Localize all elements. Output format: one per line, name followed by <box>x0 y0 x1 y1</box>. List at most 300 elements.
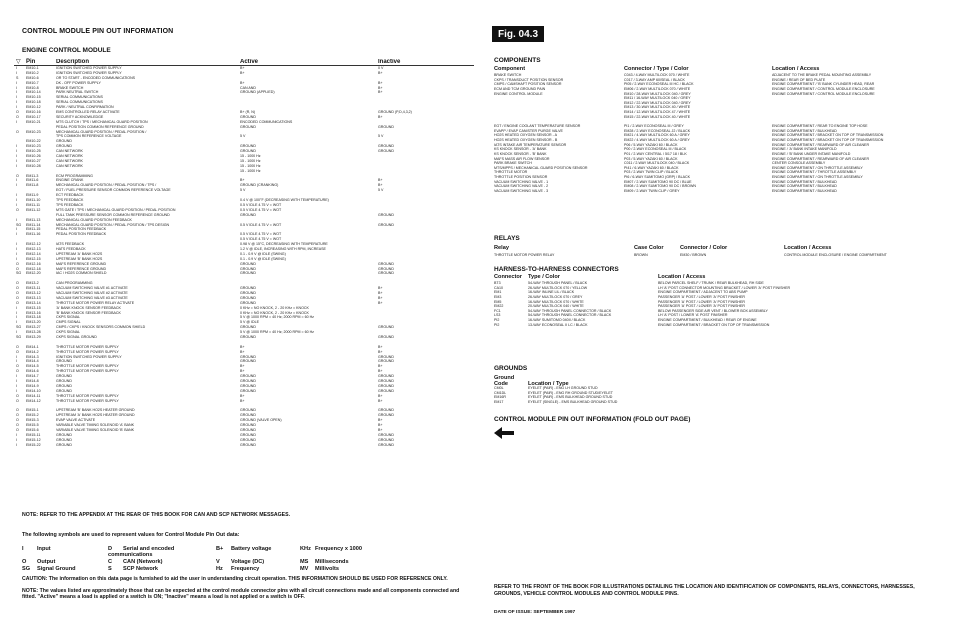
pin-description: IGNITION SWITCHED POWER SUPPLY <box>56 70 122 75</box>
pin-direction: I <box>16 105 17 110</box>
pin-direction: I <box>16 193 17 198</box>
pin-active-value: 5 V @ 1000 RPM = 40 Hz; 2000 RPM = 60 Hz <box>240 330 314 335</box>
pin-inactive-value: GROUND <box>378 354 394 359</box>
pin-direction: I <box>16 374 17 379</box>
pin-id: EM14-5 <box>26 364 39 369</box>
component-connector: P03 / 2-WAY TWIN CLIP / BLACK <box>624 170 679 175</box>
pin-inactive-value: GROUND <box>378 388 394 393</box>
pin-inactive-value: GROUND <box>378 374 394 379</box>
component-connector: EM11 / 16-WAY MULTILOCK 040 / GREY <box>624 96 691 101</box>
pin-direction: I <box>16 154 17 159</box>
legend-item <box>300 566 380 572</box>
harness-connector: EM5 <box>494 299 502 304</box>
pin-active-value: GROUND <box>240 334 256 339</box>
pin-description: SERIAL COMMUNICATIONS <box>56 95 103 100</box>
harness-location: PASSENGER 'A' POST / LOWER 'A' POST FINISHER <box>658 304 746 309</box>
pin-description: GROUND <box>56 442 72 447</box>
component-connector: P00 / 2-WAY ECONOSEAL III / BLACK <box>624 147 687 152</box>
pin-description: BRAKE SWITCH <box>56 85 84 90</box>
pin-active-value: GROUND <box>240 124 256 129</box>
harness-title: HARNESS-TO-HARNESS CONNECTORS <box>494 266 619 273</box>
harness-location: LH 'A' POST / LOWER 'A' POST FINISHER <box>658 313 728 318</box>
header-case-color: Case Color <box>634 245 664 251</box>
component-location: ENGINE COMPARTMENT / REARWARD OF AIR CLEANER <box>772 156 870 161</box>
pin-direction: I <box>16 437 17 442</box>
component-name: KS KNOCK SENSOR - 'A' BANK <box>494 147 547 152</box>
legend-symbol: C <box>108 559 113 565</box>
pin-active-value: GROUND <box>240 290 256 295</box>
pin-inactive-value: B+ <box>378 286 383 291</box>
pin-active-value: GROUND <box>240 114 256 119</box>
pin-description: MECHANICAL GUARD POSITION FEEDBACK <box>56 217 132 222</box>
pin-id: EM15-2 <box>26 413 39 418</box>
harness-location: ENGINE COMPARTMENT / BULKHEAD / REAR OF ENGINE <box>658 318 757 323</box>
grounds-table <box>494 386 934 405</box>
pin-id: EM10-2 <box>26 70 39 75</box>
pin-inactive-value: B+ <box>378 369 383 374</box>
pin-id: EM15-22 <box>26 442 41 447</box>
pin-id: EM10-8 <box>26 85 39 90</box>
pin-direction: I <box>16 379 17 383</box>
pin-inactive-value: GROUND <box>378 124 394 129</box>
pin-direction: SG <box>16 325 22 330</box>
components-header <box>494 66 934 72</box>
pin-direction: I <box>16 330 17 335</box>
pin-direction: O <box>16 129 19 134</box>
pin-active-value: GROUND <box>240 442 256 447</box>
pin-id: EM14-9 <box>26 383 39 388</box>
harness-type: 26-WAY MULTILOCK 070 / GREY <box>528 294 583 299</box>
component-name: PARK BRAKE SWITCH <box>494 161 532 166</box>
pin-inactive-value: B+ <box>378 398 383 403</box>
pin-inactive-value: B+ <box>378 418 383 423</box>
pin-direction: I <box>16 246 17 251</box>
pin-direction: I <box>16 163 17 168</box>
header-description: Description <box>56 59 90 65</box>
component-connector: P01 / 2-WAY CENTRAL / 5/17 18 / BLK <box>624 151 687 156</box>
relay-connector: EM30 / BROWN <box>680 253 707 257</box>
pin-direction: I <box>16 442 17 447</box>
harness-location: ENGINE COMPARTMENT / BRACKET ON TOP OF TRANSMISSION <box>658 322 770 327</box>
component-connector: EM28 / 2-WAY ECONOSEAL J2 / BLACK <box>624 128 691 133</box>
legend-meaning: SCP Network <box>123 566 159 572</box>
pin-id: EM13-18 <box>26 315 41 320</box>
pin-active-value: GROUND <box>240 437 256 442</box>
pin-description: VARIABLE VALVE TIMING SOLENOID 'A' BANK <box>56 423 134 428</box>
pin-inactive-value: GROUND <box>378 222 394 227</box>
pin-description: HATS FEEDBACK <box>56 246 86 251</box>
pin-id: EM13-20 <box>26 320 41 325</box>
pin-description: THROTTLE MOTOR POWER SUPPLY <box>56 364 119 369</box>
pin-description: PEDAL POSITION COMMON REFERENCE GROUND <box>56 124 144 129</box>
table-row <box>14 443 474 448</box>
list-item <box>494 323 934 328</box>
component-name: MAFS MASS AIR FLOW SENSOR <box>494 156 550 161</box>
pin-direction: O <box>16 423 19 428</box>
pin-active-value: GROUND <box>240 408 256 413</box>
pin-description: MAFS REFERENCE GROUND <box>56 261 107 266</box>
ground-code: EM17 <box>494 399 504 404</box>
pin-description: UPSTREAM 'B' BANK HO2S <box>56 256 103 261</box>
pin-active-value: 5 V @ IDLE <box>240 320 260 325</box>
pin-active-value: 15 - 1000 Hz <box>240 163 261 168</box>
pin-id: EM11-14 <box>26 222 41 227</box>
component-location: ENGINE / 'B' BANK UNDER INTAKE MANIFOLD <box>772 151 851 156</box>
pin-inactive-value: GROUND <box>378 149 394 154</box>
pin-direction: I <box>16 232 17 237</box>
pin-id: EM12-15 <box>26 256 41 261</box>
pin-direction: O <box>16 286 19 291</box>
pin-direction: O <box>16 413 19 418</box>
pin-description: THROTTLE MOTOR POWER SUPPLY <box>56 398 119 403</box>
pin-direction: I <box>16 305 17 310</box>
component-connector: PI41 / 6-WAY YAZAKI 60 / BLACK <box>624 165 679 170</box>
pin-inactive-value: B+ <box>378 114 383 119</box>
pin-active-value: GROUND <box>240 354 256 359</box>
harness-table <box>494 281 934 327</box>
pin-id: EM15-11 <box>26 432 41 437</box>
pin-description: THROTTLE MOTOR POWER SUPPLY <box>56 344 119 349</box>
pin-description: PEDAL POSITION FEEDBACK <box>56 227 107 232</box>
pin-id: EM10-17 <box>26 114 41 119</box>
pin-id: EM15-3 <box>26 418 39 423</box>
ground-location: EYELET (PAIR) - EMS BULKHEAD GROUND STUD <box>528 395 613 400</box>
pin-direction: O <box>16 364 19 369</box>
pin-direction: O <box>16 418 19 423</box>
pin-id: EM13-14 <box>26 300 41 305</box>
pin-direction: O <box>16 173 19 178</box>
component-location: ENGINE COMPARTMENT / CONTROL MODULE ENCLOSURE <box>772 86 875 91</box>
pin-id: EM10-6 <box>26 75 39 80</box>
relay-location: CONTROL MODULE ENCLOSURE / ENGINE COMPARTMENT <box>784 253 887 257</box>
legend-meaning: Output <box>37 559 56 565</box>
legend-symbol: Hz <box>216 566 223 572</box>
pin-active-value: 0.98 V @ 15°C, DECREASING WITH TEMPERATURE <box>240 242 328 247</box>
pin-description: THROTTLE MOTOR POWER RELAY ACTIVATE <box>56 300 135 305</box>
pin-id: EM14-1 <box>26 344 39 349</box>
header-component: Component <box>494 66 526 72</box>
pin-direction: O <box>16 295 19 300</box>
component-connector: EM21 / 4-WAY MULTILOCK 60 A / GREY <box>624 133 690 138</box>
pin-description: IGNITION SWITCHED POWER SUPPLY <box>56 354 122 359</box>
pin-id: EM10-27 <box>26 158 41 163</box>
section-title: ENGINE CONTROL MODULE <box>22 47 111 54</box>
legend-item <box>300 559 380 565</box>
pin-inactive-value: B+ <box>378 344 383 349</box>
refer-text: REFER TO THE FRONT OF THE BOOK FOR ILLUSTRATIONS DETAILING THE LOCATION AND IDENTIFICATION OF COMPONENTS, RELAYS, CONNECTORS, HARNESSES, GROUNDS, VEHICLE CONTROL MODULES AND CONTROL MODULE PINS. <box>494 584 915 597</box>
component-location: ENGINE COMPARTMENT / BULKHEAD <box>772 179 837 184</box>
pin-inactive-value: GROUND <box>378 413 394 418</box>
pin-direction: O <box>16 427 19 432</box>
legend-symbol: O <box>22 559 27 565</box>
pin-id: EM13-16 <box>26 310 41 315</box>
harness-location: PASSENGER 'A' POST / LOWER 'A' POST FINISHER <box>658 299 746 304</box>
pin-description: CKPS SIGNAL <box>56 330 80 335</box>
pin-direction: O <box>16 110 19 115</box>
pin-inactive-value: B+ <box>378 393 383 398</box>
pin-id: EM10-23 <box>26 129 41 134</box>
pin-description: PEDAL POSITION FEEDBACK <box>56 232 107 237</box>
pin-description: UPSTREAM 'A' BANK HO2S HEATER GROUND <box>56 413 135 418</box>
component-connector: EM13 / 30-WAY MULTILOCK 40 / WHITE <box>624 105 691 110</box>
pin-id: EM10-28 <box>26 163 41 168</box>
relays-table <box>494 253 934 258</box>
pin-direction: I <box>16 90 17 95</box>
component-location: ENGINE COMPARTMENT / THROTTLE ASSEMBLY <box>772 170 857 175</box>
legend-meaning: Serial and encoded communications <box>108 546 175 558</box>
components-title: COMPONENTS <box>494 57 541 64</box>
direction-symbol-icon: ▽ <box>16 59 21 65</box>
values-note: NOTE: The values listed are approximately those that can be expected at the control module connector pins with all circuit connections made and all components connected and fitted. "Active" means a load is applied or a switch is ON; "Inactive" means a load is not applied or a switch is OFF. <box>22 588 460 601</box>
pin-id: EM10-21 <box>26 119 41 124</box>
component-name: VACUUM SWITCHING VALVE - 1 <box>494 179 549 184</box>
pin-active-value: GROUND <box>240 413 256 418</box>
header-active: Active <box>240 59 259 65</box>
component-connector: EM08 / 2-WAY SUMITOMO 90 DC / BROWN <box>624 184 696 189</box>
symbols-intro: The following symbols are used to represent values for Control Module Pin Out data: <box>22 532 240 538</box>
pin-direction: O <box>16 349 19 354</box>
pin-inactive-value: B+ <box>378 85 383 90</box>
pin-id: EM11-8 <box>26 183 39 188</box>
pin-active-value: GROUND <box>240 149 256 154</box>
pin-direction: I <box>16 256 17 261</box>
pin-description: VARIABLE VALVE TIMING SOLENOID 'B' BANK <box>56 427 134 432</box>
relays-title: RELAYS <box>494 235 520 242</box>
component-name: KS KNOCK SENSOR - 'B' BANK <box>494 151 547 156</box>
pin-id: EM10-14 <box>26 90 41 95</box>
harness-type: 54-WAY THROUGH PANEL CONNECTOR / BLACK <box>528 313 612 318</box>
pin-id: EM13-13 <box>26 295 41 300</box>
pin-active-value: 0.1 - 0.9 V @ IDLE (SWING) <box>240 256 286 261</box>
pin-active-value: 0.5 V IDLE 4.75 V = WOT <box>240 207 282 212</box>
legend-symbol: I <box>22 546 24 552</box>
left-arrow-icon[interactable] <box>494 427 514 439</box>
pin-id: EM13-15 <box>26 305 41 310</box>
pin-description: THROTTLE MOTOR POWER SUPPLY <box>56 349 119 354</box>
pin-direction: I <box>16 149 17 154</box>
pin-direction: I <box>16 320 17 325</box>
pin-active-value: GROUND <box>240 383 256 388</box>
pin-direction: I <box>16 70 17 75</box>
network-note: NOTE: REFER TO THE APPENDIX AT THE REAR OF THIS BOOK FOR CAN AND SCP NETWORK MESSAGES. <box>22 512 291 518</box>
harness-location: PASSENGER 'A' POST / LOWER 'A' POST FINISHER <box>658 294 746 299</box>
pin-description: VACUUM SWITCHING VALVE #2 ACTIVATE <box>56 290 128 295</box>
component-connector: PI05 / 2-WAY ECONOSEAL III HC / BLACK <box>624 82 694 87</box>
pin-description: 'B' BANK KNOCK SENSOR FEEDBACK <box>56 310 121 315</box>
pin-description: EMS CONTROLLED RELAY ACTIVATE <box>56 110 120 115</box>
list-item <box>494 189 934 194</box>
pin-description: CAN NETWORK <box>56 158 83 163</box>
header-relay: Relay <box>494 245 509 251</box>
pin-id: EM11-12 <box>26 207 41 212</box>
pin-direction: I <box>16 359 17 364</box>
pin-direction: O <box>16 300 19 305</box>
pin-id: EM11-10 <box>26 198 41 203</box>
pin-id: EM13-29 <box>26 334 41 339</box>
pin-description: IATS FEEDBACK <box>56 242 85 247</box>
pin-active-value: 15 - 1000 Hz <box>240 168 261 173</box>
pin-description: GROUND <box>56 437 72 442</box>
pin-id: EM12-16 <box>26 261 41 266</box>
pin-id: EM11-9 <box>26 193 39 198</box>
caution-text: CAUTION: The information on this data page is furnished to aid the user in understanding circuit operation. THIS INFORMATION SHOULD BE USED FOR REFERENCE ONLY. <box>22 576 448 582</box>
component-location: ENGINE COMPARTMENT / ON THROTTLE ASSEMBLY <box>772 175 863 180</box>
component-location: CENTER CONSOLE ASSEMBLY <box>772 161 826 166</box>
pin-id: EM15-6 <box>26 427 39 432</box>
pin-inactive-value: 5 V <box>378 188 384 193</box>
pin-active-value: B+ <box>240 344 245 349</box>
pin-description: CKPS SIGNAL <box>56 315 80 320</box>
harness-connector: PI2 <box>494 318 500 323</box>
component-name: MTS/MPPS / MECHANICAL GUARD POSITION SENSOR <box>494 165 588 170</box>
component-connector: P03 / 5-WAY YAZAKI 60 / BLACK <box>624 156 678 161</box>
pin-id: EM14-2 <box>26 349 39 354</box>
harness-connector: BT3 <box>494 281 501 285</box>
pin-id: EM14-8 <box>26 379 39 383</box>
pin-description: FULL TANK PRESSURE SENSOR COMMON REFERENCE GROUND <box>56 212 170 217</box>
pin-description: CAN NETWORK <box>56 154 83 159</box>
pin-active-value: GROUND <box>240 374 256 379</box>
pin-direction: O <box>16 114 19 119</box>
legend-item <box>108 559 216 565</box>
pin-description: CAN NETWORK <box>56 149 83 154</box>
pin-direction: O <box>16 344 19 349</box>
pin-active-value: 0.1 - 0.9 V @ IDLE (SWING) <box>240 251 286 256</box>
pin-active-value: GROUND <box>240 295 256 300</box>
pin-inactive-value: B+ <box>378 70 383 75</box>
pin-direction: O <box>16 207 19 212</box>
ground-code: EM16R <box>494 395 506 400</box>
harness-type: 54-WAY THROUGH PANEL / BLACK <box>528 281 588 285</box>
pin-description: IGNITION SWITCHED POWER SUPPLY <box>56 66 122 70</box>
pin-inactive-value: GROUND <box>378 383 394 388</box>
pin-inactive-value: GROUND <box>378 408 394 413</box>
pin-direction: I <box>16 100 17 105</box>
list-item <box>494 400 934 405</box>
pin-inactive-value: GROUND <box>378 261 394 266</box>
pin-active-value: GROUND <box>240 388 256 393</box>
legend-item <box>22 546 108 558</box>
component-connector: C011 / 2-WAY MULTILOCK 040 / BLACK <box>624 161 690 166</box>
pin-description: CMPS SIGNAL <box>56 320 81 325</box>
grounds-title: GROUNDS <box>494 365 528 372</box>
harness-connector: PI2 <box>494 322 500 327</box>
pin-inactive-value: B+ <box>378 349 383 354</box>
component-name: BRAKE SWITCH <box>494 73 522 77</box>
component-connector: EM06 / 2-WAY MULTILOCK 070 / WHITE <box>624 86 691 91</box>
pin-inactive-value: GROUND <box>378 359 394 364</box>
pin-inactive-value: 0 V <box>378 66 384 70</box>
harness-type: 20-WAY MULTILOCK 040 / WHITE <box>528 304 584 309</box>
component-location: ENGINE COMPARTMENT / BULKHEAD <box>772 184 837 189</box>
date-of-issue: DATE OF ISSUE: SEPTEMBER 1997 <box>494 610 576 615</box>
component-connector: EM12 / 22-WAY MULTILOCK 040 / GREY <box>624 100 691 105</box>
pin-active-value: 0 KHz = NO KNOCK, 2 - 20 KHz = KNOCK <box>240 305 309 310</box>
pin-direction: I <box>16 80 17 85</box>
pin-inactive-value: B+ <box>378 290 383 295</box>
legend-meaning: Input <box>37 546 51 552</box>
pin-active-value: GROUND (VALVE OPEN) <box>240 418 282 423</box>
pin-direction: I <box>16 388 17 393</box>
pin-active-value: 0.5 V IDLE 4.75 V = WOT <box>240 222 282 227</box>
pin-id: EM11-3 <box>26 173 39 178</box>
pin-active-value: B+ <box>240 80 245 85</box>
pin-active-value: 5 V <box>240 188 246 193</box>
pin-direction: I <box>16 183 17 188</box>
component-name: EGT / ENGINE COOLANT TEMPERATURE SENSOR <box>494 124 581 129</box>
pin-description: ECM PROGRAMMING <box>56 173 93 178</box>
component-connector: PI6 / 6-WAY SUMITOMO (GRP) / BLACK <box>624 175 690 180</box>
pin-active-value: GROUND <box>240 144 256 149</box>
component-connector: EM22 / 4-WAY MULTILOCK 60 A / GREY <box>624 137 690 142</box>
pin-active-value: B+ <box>240 349 245 354</box>
legend-meaning: Millivolts <box>315 566 339 572</box>
pin-inactive-value: GROUND <box>378 325 394 330</box>
pin-description: GROUND <box>56 359 72 364</box>
pin-description: MAFS REFERENCE GROUND <box>56 266 107 271</box>
pin-id: EM13-27 <box>26 325 41 330</box>
pin-description: EVAP VALVE ACTIVATE <box>56 418 96 423</box>
pin-active-value: 15 - 1000 Hz <box>240 154 261 159</box>
component-connector: C043 / 4-WAY MULTILOCK 070 / WHITE <box>624 73 690 77</box>
pin-active-value: GROUND (APPLIED) <box>240 90 275 95</box>
component-location: ENGINE COMPARTMENT / 'B' BANK CYLINDER HEAD, REAR <box>772 82 875 87</box>
pin-active-value: GROUND <box>240 212 256 217</box>
pin-inactive-value: B+ <box>378 90 383 95</box>
pin-active-value: B+ <box>240 70 245 75</box>
pin-id: EM14-12 <box>26 398 41 403</box>
header-connector-type-color: Connector / Type / Color <box>624 66 689 72</box>
pin-inactive-value: B+ <box>378 80 383 85</box>
pin-id: EM14-7 <box>26 374 39 379</box>
legend-symbol: B+ <box>216 546 224 552</box>
legend-symbol: V <box>216 559 220 565</box>
pin-description: MECHANICAL GUARD POSITION / PEDAL POSITION / <box>56 129 147 134</box>
harness-connector: EM22 <box>494 304 504 309</box>
pin-active-value: B+ <box>240 178 245 183</box>
component-connector: EM10 / 28-WAY MULTILOCK 040 / GREY <box>624 91 691 96</box>
pin-description: CKPS SIGNAL GROUND <box>56 334 97 339</box>
legend-symbol: MS <box>300 559 309 565</box>
pin-active-value: B+ <box>240 393 245 398</box>
harness-type: 54-WAY THROUGH PANEL CONNECTOR / BLACK <box>528 308 612 313</box>
pin-description: THROTTLE MOTOR POWER SUPPLY <box>56 369 119 374</box>
pin-direction: I <box>16 85 17 90</box>
legend-meaning: Frequency <box>231 566 260 572</box>
pin-id: EM12-13 <box>26 246 41 251</box>
pin-direction: I <box>16 310 17 315</box>
pin-description: UPSTREAM 'B' BANK HO2S HEATER GROUND <box>56 408 135 413</box>
pin-active-value: B+ <box>240 398 245 403</box>
pin-description: GROUND <box>56 139 72 144</box>
pin-direction: O <box>16 261 19 266</box>
legend-meaning: Battery voltage <box>231 546 272 552</box>
pin-active-value: 5 V @ 1000 RPM = 40 Hz; 2000 RPM = 60 Hz <box>240 315 314 320</box>
pin-direction: I <box>16 315 17 320</box>
pin-inactive-value: GROUND <box>378 442 394 447</box>
pin-description: SERIAL COMMUNICATIONS <box>56 100 103 105</box>
legend-symbol: MV <box>300 566 309 572</box>
pin-inactive-value: GROUND <box>378 437 394 442</box>
pin-description: CAN PROGRAMMING <box>56 281 93 286</box>
pin-description: 'A' BANK KNOCK SENSOR FEEDBACK <box>56 305 121 310</box>
header-type-color: Type / Color <box>528 274 560 280</box>
pin-inactive-value: B+ <box>378 364 383 369</box>
components-table <box>494 73 934 194</box>
pin-id: EM10-18 <box>26 100 41 105</box>
component-location: ENGINE / 'A' BANK INTAKE MANIFOLD <box>772 147 837 152</box>
pin-active-value: 0.5 V IDLE 4.75 V = WOT <box>240 237 282 242</box>
